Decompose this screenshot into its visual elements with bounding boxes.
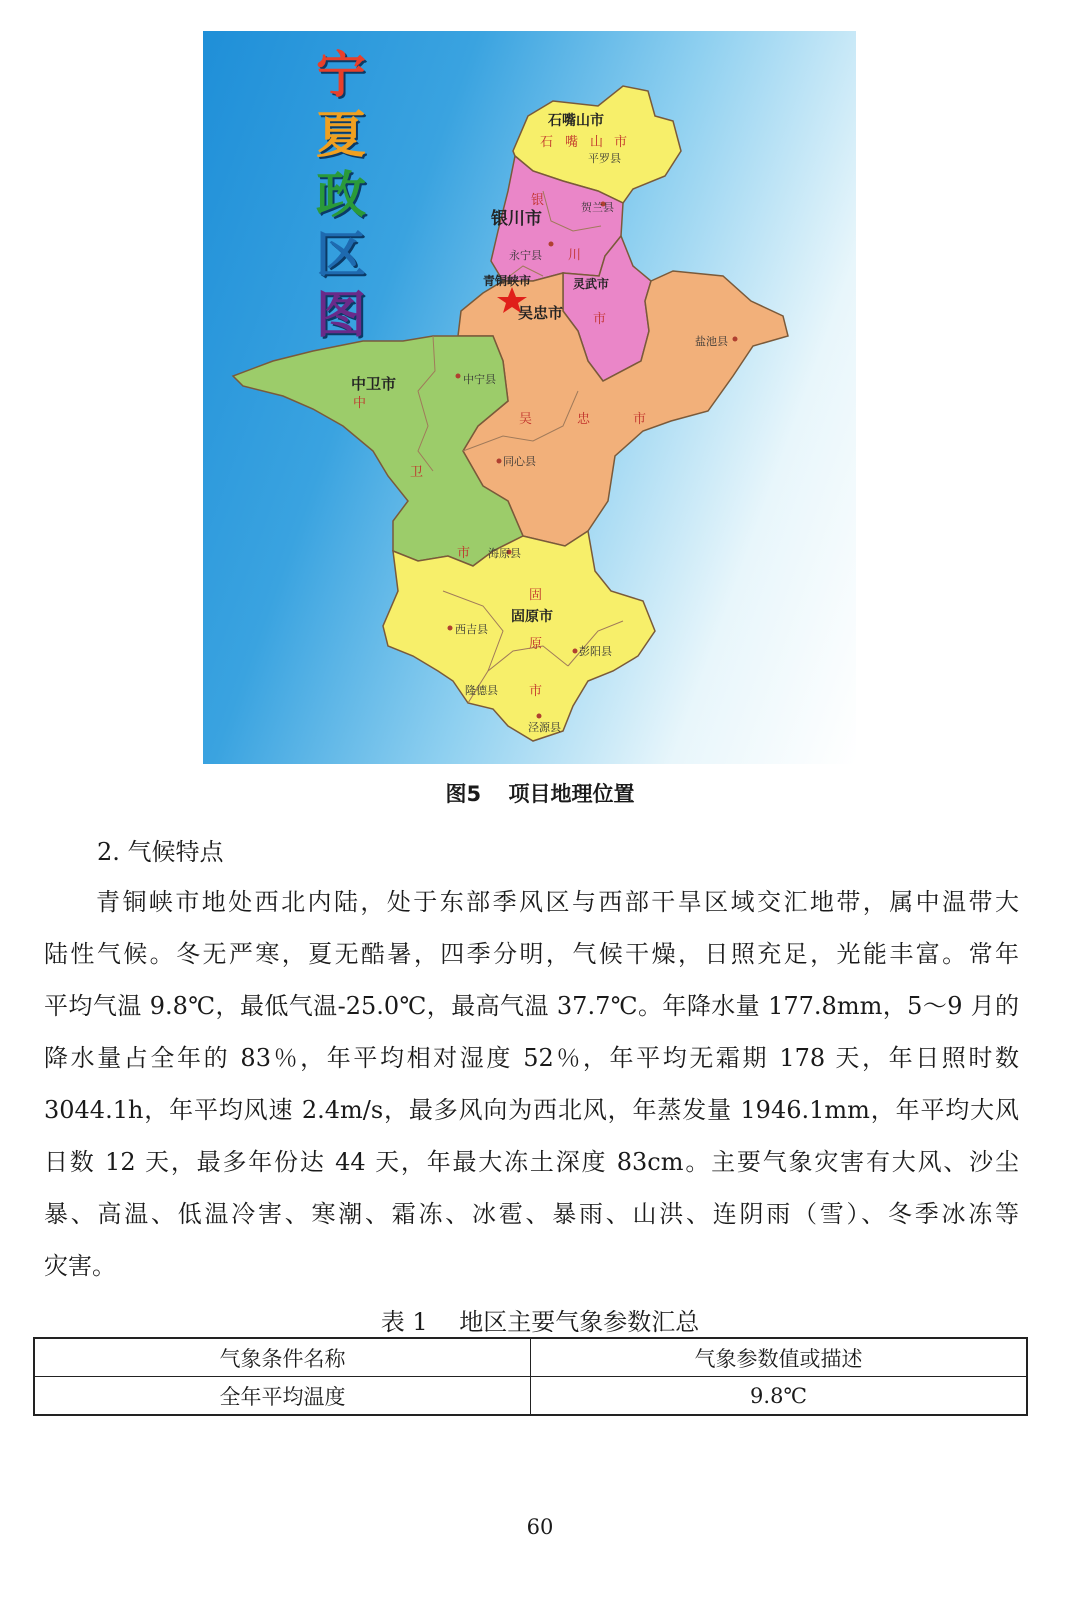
section-heading: 2. 气候特点 [97,838,224,866]
paragraph-line: 灾害。 [44,1252,116,1280]
figure-title: 项目地理位置 [508,782,635,806]
region-char: 中 [353,396,367,411]
region-char: 忠 [577,412,591,427]
region-char: 市 [593,312,607,327]
map-title-char: 政 [316,166,366,224]
label-xiji: 西吉县 [455,623,488,636]
label-tongxin: 同心县 [503,455,536,468]
climate-paragraph [44,876,1019,1292]
region-char: 市 [614,135,628,150]
region-char: 市 [529,684,543,699]
table-caption [0,1302,1080,1337]
map-title-char: 图 [316,286,366,344]
label-yongning: 永宁县 [509,249,542,262]
figure-caption [0,778,1080,808]
label-lingwu: 灵武市 [573,277,610,291]
label-qingtongxia: 青铜峡市 [483,274,532,288]
label-shizuishan: 石嘴山市 [548,113,604,129]
paragraph-line: 平均气温 9.8℃，最低气温-25.0℃，最高气温 37.7℃。年降水量 177.8mm，5～9 月的 [44,992,1019,1020]
region-char: 川 [568,248,582,263]
map-graphic [203,31,856,764]
label-zhongwei: 中卫市 [351,375,397,393]
region-char: 银 [531,193,545,208]
region-char: 市 [457,546,471,561]
region-char: 市 [633,412,647,427]
table-header-cell: 气象条件名称 [34,1338,531,1377]
region-char: 固 [529,588,543,603]
map-title-char: 夏 [316,106,366,164]
region-char: 嘴 [565,135,579,150]
label-zhongning: 中宁县 [463,373,496,386]
paragraph-line: 日数 12 天，最多年份达 44 天，年最大冻土深度 83cm。主要气象灾害有大风、沙尘 [44,1148,1019,1176]
paragraph-line: 青铜峡市地处西北内陆，处于东部季风区与西部干旱区域交汇地带，属中温带大 [96,888,1019,916]
region-guyuan [383,531,655,741]
paragraph-line: 3044.1h，年平均风速 2.4m/s，最多风向为西北风，年蒸发量 1946.1mm，年平均大风 [44,1096,1019,1124]
paragraph-line: 暴、高温、低温冷害、寒潮、霜冻、冰雹、暴雨、山洪、连阴雨（雪）、冬季冰冻等 [44,1200,1019,1228]
table-cell: 全年平均温度 [34,1377,531,1416]
region-char: 山 [590,135,604,150]
table-header-cell: 气象参数值或描述 [531,1338,1028,1377]
label-helan: 贺兰县 [581,201,614,214]
table-cell: 9.8℃ [531,1377,1028,1416]
region-char: 原 [529,637,543,652]
paragraph-line: 陆性气候。冬无严寒，夏无酷暑，四季分明，气候干燥，日照充足，光能丰富。常年 [44,940,1019,968]
paragraph-line: 降水量占全年的 83％，年平均相对湿度 52％，年平均无霜期 178 天，年日照时数 [44,1044,1019,1072]
table-number: 表 1 [380,1308,428,1336]
figure-number: 图5 [445,782,482,806]
weather-parameters-table [33,1337,1028,1416]
page-number: 60 [526,1515,554,1539]
region-char: 石 [540,135,554,150]
table-title: 地区主要气象参数汇总 [459,1308,700,1336]
label-haiyuan: 海原县 [488,547,521,560]
label-pingluo: 平罗县 [588,152,621,165]
province-map [203,31,856,764]
region-char: 吴 [519,412,533,427]
table-header-row [34,1338,1027,1377]
label-guyuan: 固原市 [511,609,553,625]
map-title [311,45,371,345]
label-wuzhong: 吴忠市 [518,304,564,322]
label-longde: 隆德县 [465,684,498,697]
map-title-char: 宁 [316,46,366,104]
label-jingyuan: 泾源县 [528,721,561,734]
label-pengyang: 彭阳县 [579,645,612,658]
table-row [34,1377,1027,1416]
label-yinchuan: 银川市 [491,209,542,229]
region-char: 卫 [410,465,424,480]
map-title-char: 区 [316,226,366,284]
label-yanchi: 盐池县 [695,335,728,348]
